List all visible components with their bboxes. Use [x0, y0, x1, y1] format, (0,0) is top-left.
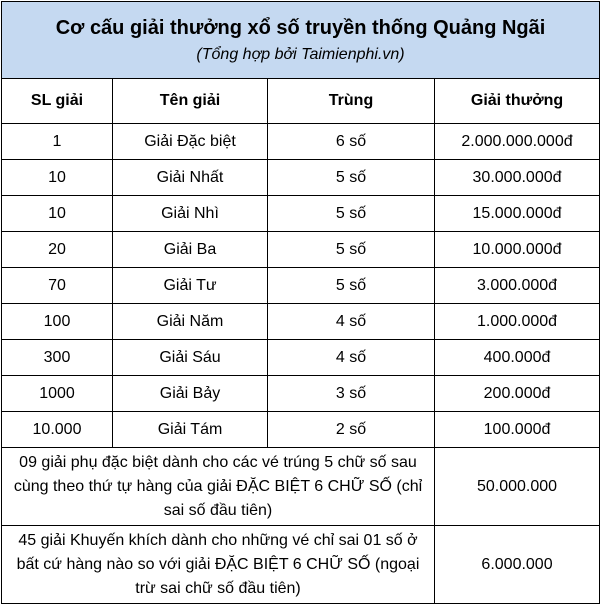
cell-prize: 1.000.000đ [435, 304, 600, 340]
cell-prize: 10.000.000đ [435, 232, 600, 268]
cell-prize: 100.000đ [435, 412, 600, 448]
cell-prize: 2.000.000.000đ [435, 124, 600, 160]
note-prize: 6.000.000 [435, 526, 600, 604]
cell-name: Giải Tám [113, 412, 268, 448]
cell-match: 4 số [268, 340, 435, 376]
note-row [2, 526, 600, 604]
cell-match: 5 số [268, 268, 435, 304]
cell-prize: 200.000đ [435, 376, 600, 412]
note-description: 09 giải phụ đặc biệt dành cho các vé trúng 5 chữ số sau cùng theo thứ tự hàng của giải ĐẶC BIỆT 6 CHỮ SỐ (chỉ sai số đầu tiên) [2, 448, 435, 526]
cell-name: Giải Bảy [113, 376, 268, 412]
cell-prize: 30.000.000đ [435, 160, 600, 196]
table-row [2, 268, 600, 304]
header-qty: SL giải [2, 79, 113, 124]
cell-match: 4 số [268, 304, 435, 340]
cell-prize: 3.000.000đ [435, 268, 600, 304]
cell-qty: 300 [2, 340, 113, 376]
cell-name: Giải Ba [113, 232, 268, 268]
cell-match: 5 số [268, 232, 435, 268]
cell-name: Giải Nhì [113, 196, 268, 232]
header-prize: Giải thưởng [435, 79, 600, 124]
note-row [2, 448, 600, 526]
table-row [2, 232, 600, 268]
cell-qty: 10 [2, 196, 113, 232]
table-row [2, 124, 600, 160]
note-prize: 50.000.000 [435, 448, 600, 526]
cell-qty: 1 [2, 124, 113, 160]
cell-prize: 400.000đ [435, 340, 600, 376]
cell-name: Giải Năm [113, 304, 268, 340]
cell-name: Giải Nhất [113, 160, 268, 196]
cell-qty: 70 [2, 268, 113, 304]
cell-qty: 10.000 [2, 412, 113, 448]
cell-prize: 15.000.000đ [435, 196, 600, 232]
header-row [2, 79, 600, 124]
table-row [2, 376, 600, 412]
title-cell [2, 2, 600, 79]
title-row [2, 2, 600, 79]
page-subtitle: (Tổng hợp bởi Taimienphi.vn) [196, 45, 405, 63]
table-row [2, 160, 600, 196]
cell-qty: 1000 [2, 376, 113, 412]
cell-match: 3 số [268, 376, 435, 412]
prize-table [1, 1, 600, 604]
cell-match: 5 số [268, 196, 435, 232]
header-match: Trùng [268, 79, 435, 124]
note-description: 45 giải Khuyến khích dành cho những vé chỉ sai 01 số ở bất cứ hàng nào so với giải ĐẶC BIỆT 6 CHỮ SỐ (ngoại trừ sai chữ số đầu tiên) [2, 526, 435, 604]
table-row [2, 340, 600, 376]
page-title: Cơ cấu giải thưởng xổ số truyền thống Quảng Ngãi [55, 16, 546, 39]
cell-qty: 20 [2, 232, 113, 268]
table-row [2, 412, 600, 448]
table-row [2, 304, 600, 340]
header-name: Tên giải [113, 79, 268, 124]
cell-name: Giải Sáu [113, 340, 268, 376]
cell-qty: 100 [2, 304, 113, 340]
cell-name: Giải Tư [113, 268, 268, 304]
cell-qty: 10 [2, 160, 113, 196]
cell-match: 2 số [268, 412, 435, 448]
cell-match: 5 số [268, 160, 435, 196]
table-row [2, 196, 600, 232]
cell-name: Giải Đặc biệt [113, 124, 268, 160]
cell-match: 6 số [268, 124, 435, 160]
